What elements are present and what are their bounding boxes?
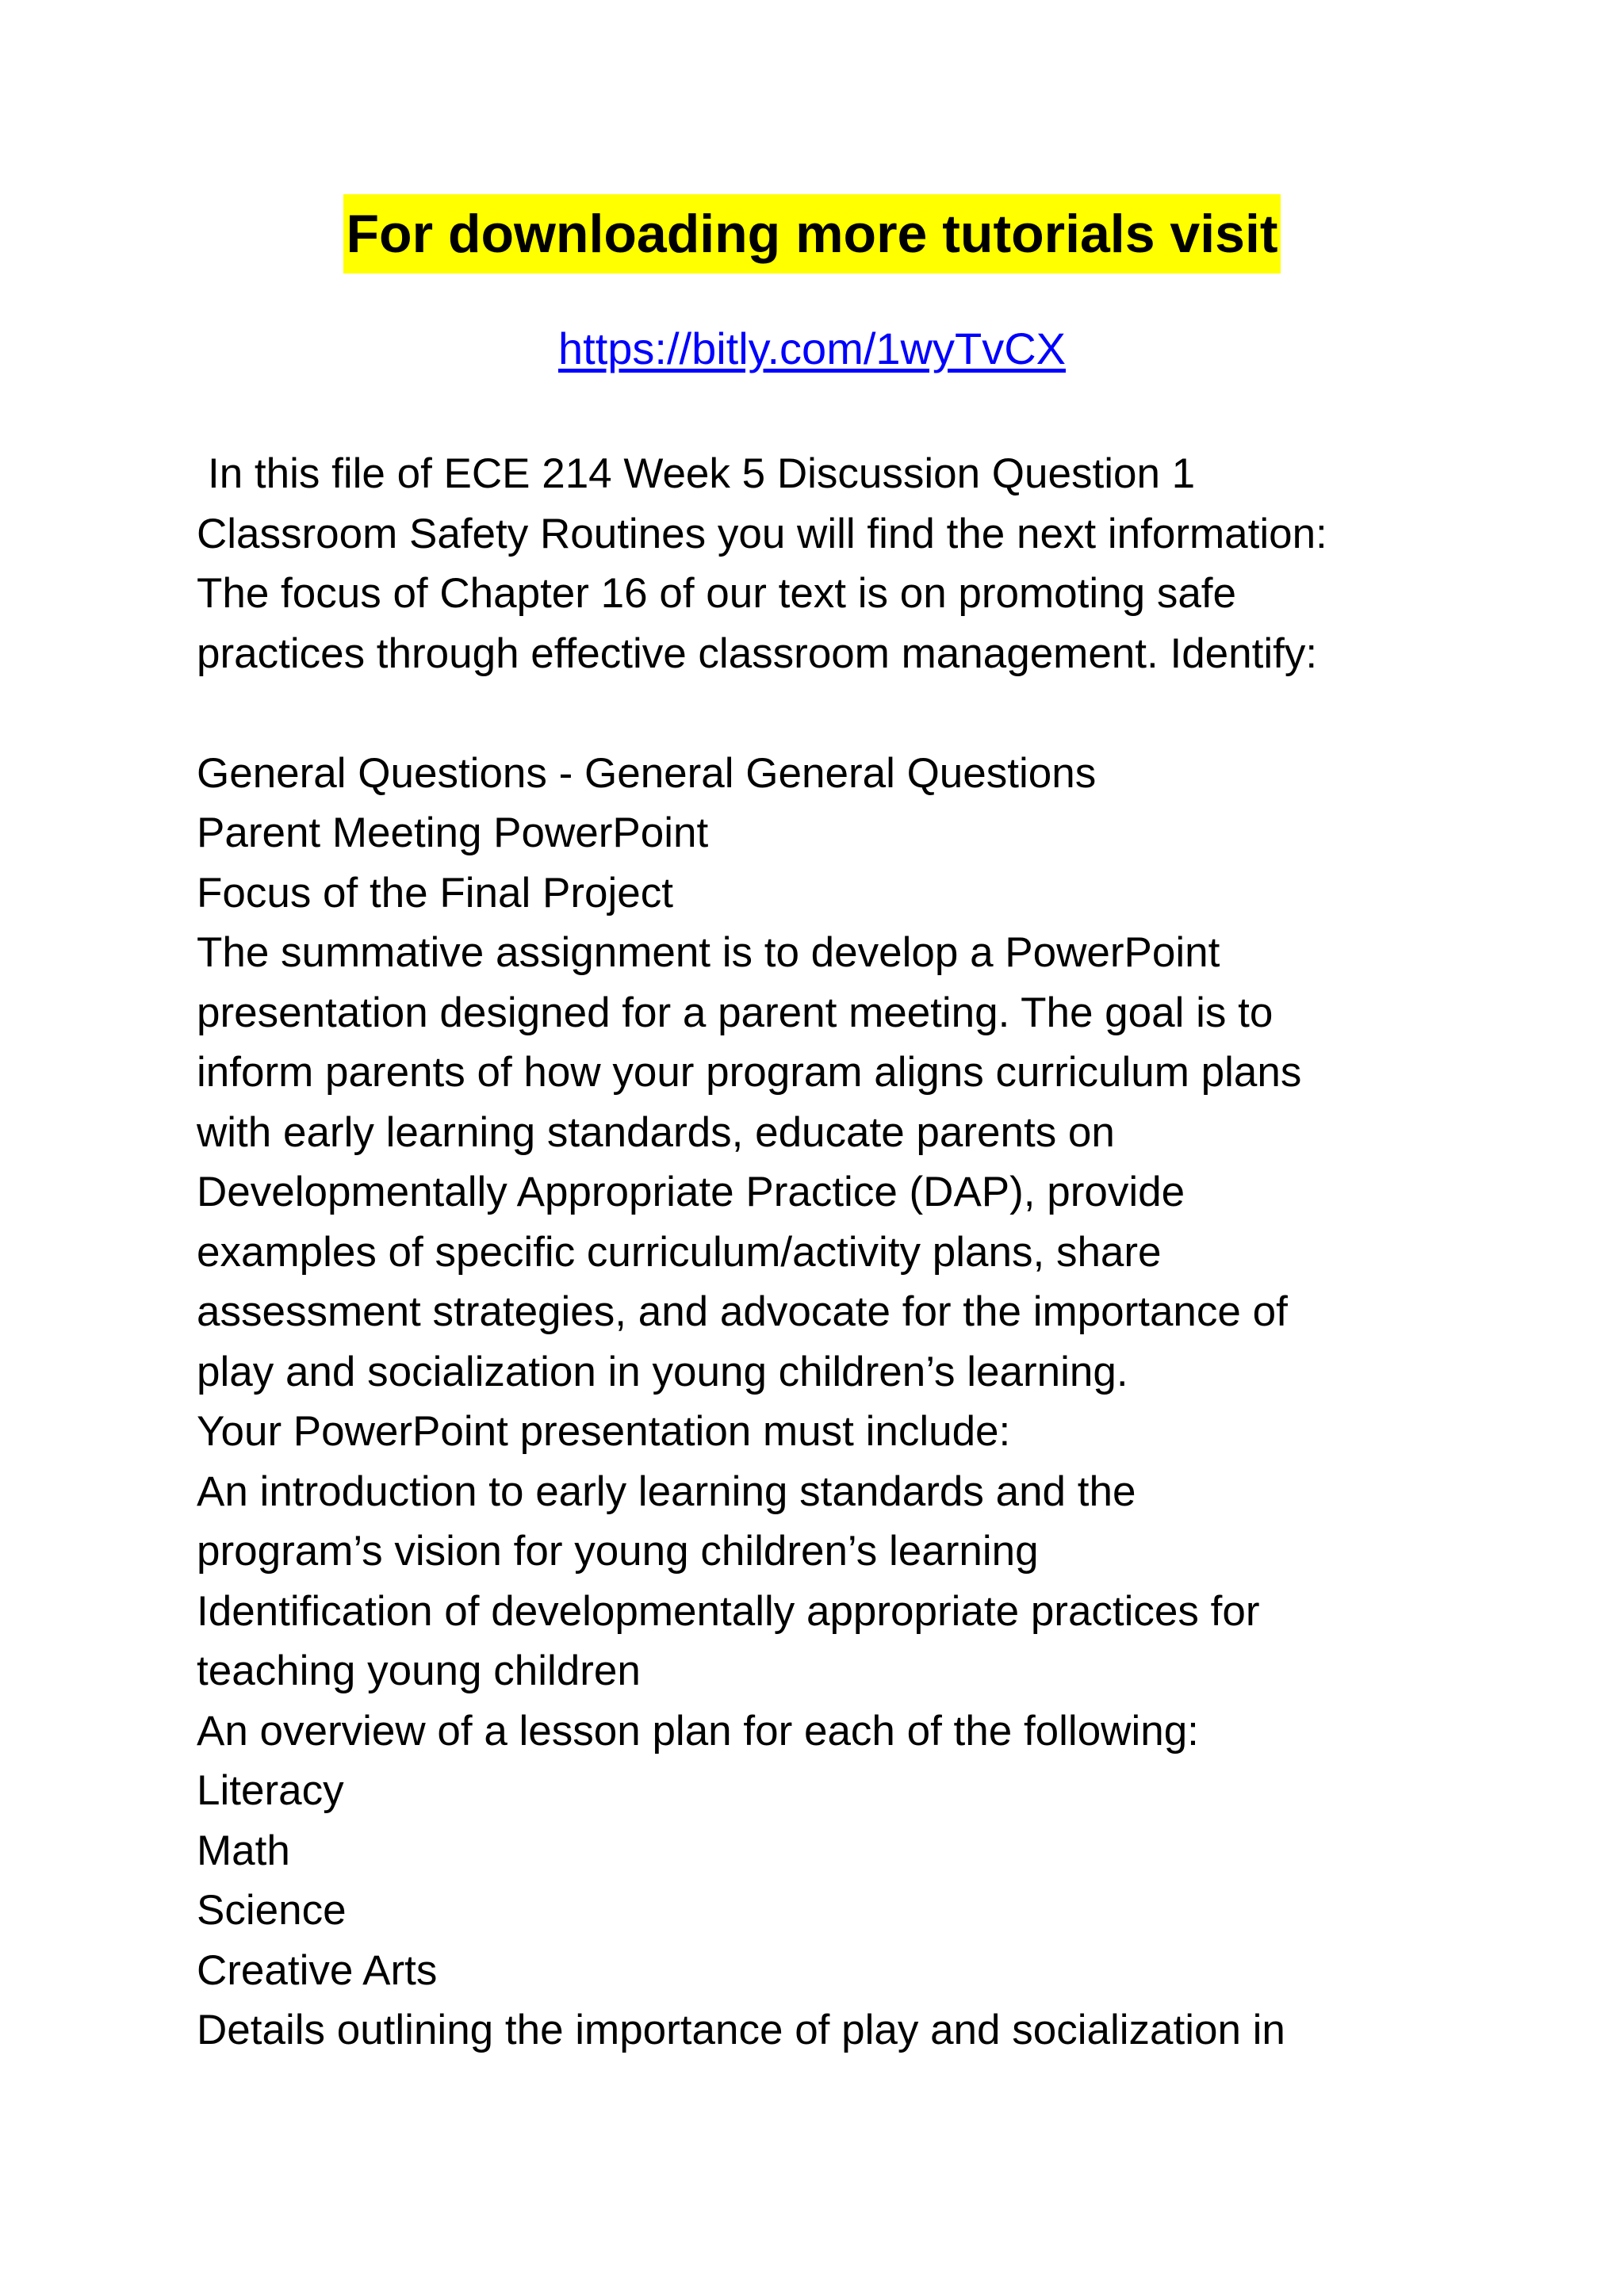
list-item: Math (197, 1827, 290, 1874)
body-line: Details outlining the importance of play and socialization in (197, 2007, 1285, 2053)
body-line: teaching young children (197, 1647, 641, 1694)
intro-line: Classroom Safety Routines you will find the next information: (197, 510, 1327, 557)
body-line: Your PowerPoint presentation must include: (197, 1408, 1011, 1455)
link-row (0, 317, 1624, 381)
body-line: examples of specific curriculum/activity plans, share (197, 1228, 1162, 1276)
body-line: Parent Meeting PowerPoint (197, 809, 709, 856)
body-line: An introduction to early learning standards and the (197, 1468, 1136, 1515)
list-item: Creative Arts (197, 1946, 438, 1994)
body-line: Focus of the Final Project (197, 869, 673, 916)
header (0, 194, 1624, 274)
tutorial-link[interactable]: https://bitly.com/1wyTvCX (557, 323, 1066, 373)
intro-line: practices through effective classroom management. Identify: (197, 629, 1318, 677)
body-line: The summative assignment is to develop a PowerPoint (197, 929, 1220, 976)
body-line: play and socialization in young children’s learning. (197, 1348, 1128, 1395)
document-body (197, 444, 1592, 2061)
body-line: program’s vision for young children’s learning (197, 1528, 1039, 1575)
body-line: Developmentally Appropriate Practice (DAP), provide (197, 1169, 1185, 1215)
body-line: An overview of a lesson plan for each of the following: (197, 1707, 1199, 1755)
list-item: Science (197, 1887, 347, 1934)
page-title: For downloading more tutorials visit (343, 194, 1281, 274)
intro-line: The focus of Chapter 16 of our text is on promoting safe (197, 570, 1236, 617)
body-line: presentation designed for a parent meeting. The goal is to (197, 989, 1274, 1036)
list-item: Literacy (197, 1767, 344, 1814)
paragraph-gap (197, 683, 1592, 744)
body-line: General Questions - General General Questions (197, 749, 1097, 797)
body-line: with early learning standards, educate parents on (197, 1108, 1115, 1156)
body-line: inform parents of how your program aligns curriculum plans (197, 1049, 1302, 1096)
intro-line: In this file of ECE 214 Week 5 Discussion Question 1 (208, 450, 1196, 497)
body-line: assessment strategies, and advocate for the importance of (197, 1288, 1288, 1335)
body-line: Identification of developmentally appropriate practices for (197, 1587, 1260, 1635)
